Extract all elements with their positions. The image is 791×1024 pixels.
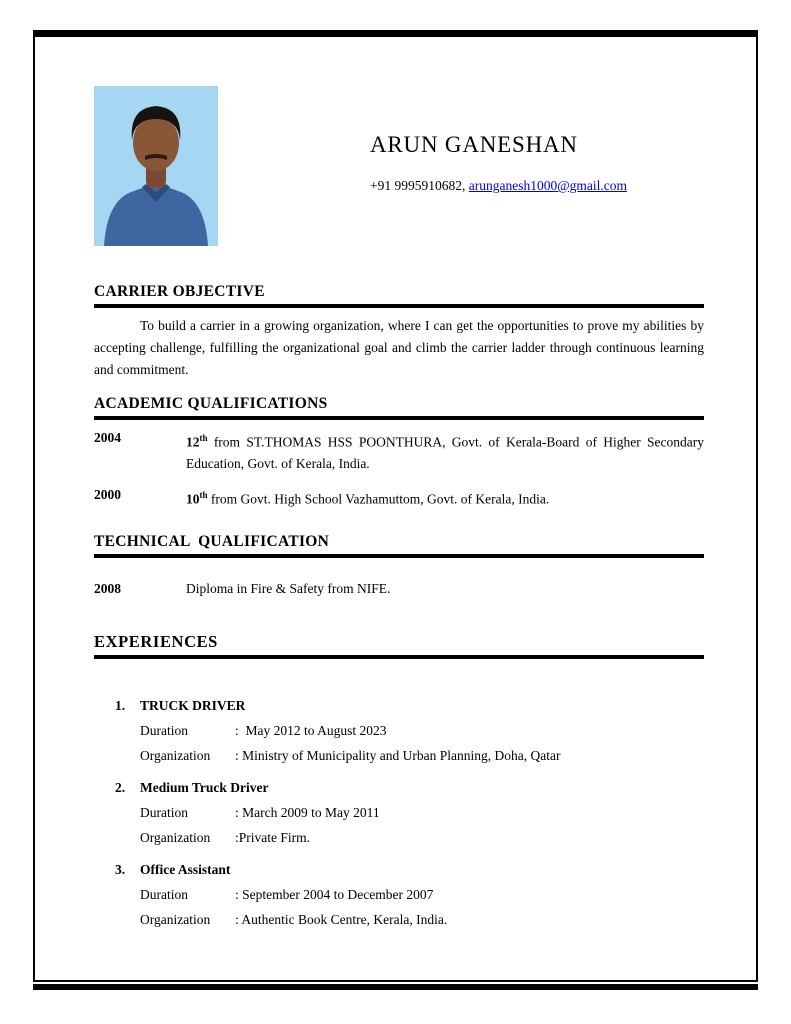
experience-title: Medium Truck Driver [140, 779, 269, 795]
experience-title: Office Assistant [140, 861, 231, 877]
section-title-objective: CARRIER OBJECTIVE [94, 283, 704, 308]
organization-label: Organization [140, 747, 211, 763]
experience-item [115, 859, 704, 931]
section-title-experiences: EXPERIENCES [94, 632, 704, 659]
grade-number: 10 [186, 491, 200, 507]
duration-value: : September 2004 to December 2007 [235, 886, 434, 902]
technical-row [94, 578, 704, 600]
organization-value: : Authentic Book Centre, Kerala, India. [235, 911, 448, 927]
contact-line [370, 178, 627, 194]
experience-title-row [115, 777, 704, 799]
experience-organization-row [140, 827, 704, 849]
header-text-block [370, 86, 627, 194]
experience-duration-row [140, 802, 704, 824]
academic-row [94, 427, 704, 476]
experience-list [115, 695, 704, 931]
academic-year: 2004 [94, 429, 121, 445]
experience-number: 2. [115, 779, 126, 795]
duration-value: : May 2012 to August 2023 [235, 722, 387, 738]
organization-label: Organization [140, 829, 211, 845]
academic-row [94, 484, 704, 511]
duration-label: Duration [140, 722, 188, 738]
section-title-academic: ACADEMIC QUALIFICATIONS [94, 395, 704, 420]
academic-detail [186, 427, 704, 476]
organization-label: Organization [140, 911, 211, 927]
organization-value: :Private Firm. [235, 829, 310, 845]
grade-number: 12 [186, 434, 200, 449]
phone-number: +91 9995910682, [370, 178, 466, 193]
duration-label: Duration [140, 804, 188, 820]
experience-number: 3. [115, 861, 126, 877]
person-silhouette-icon [94, 86, 218, 246]
experience-item [115, 777, 704, 849]
experience-item [115, 695, 704, 767]
section-title-technical: TECHNICAL QUALIFICATION [94, 533, 704, 558]
academic-detail [186, 484, 704, 511]
experience-organization-row [140, 745, 704, 767]
academic-text: from Govt. High School Vazhamuttom, Govt. of Kerala, India. [210, 491, 550, 507]
academic-year: 2000 [94, 487, 121, 502]
experience-duration-row [140, 720, 704, 742]
email-link[interactable]: arunganesh1000@gmail.com [468, 178, 628, 193]
resume-header [94, 86, 704, 246]
technical-text: Diploma in Fire & Safety from NIFE. [186, 580, 391, 596]
experience-title-row [115, 859, 704, 881]
objective-paragraph: To build a carrier in a growing organization, where I can get the opportunities to prove my abilities by accepting challenge, fulfilling the organizational goal and climb the carrier ladder through continuous learning and commitment. [94, 318, 704, 377]
grade-ordinal: th [199, 432, 208, 443]
grade-ordinal: th [199, 490, 208, 500]
experience-organization-row [140, 909, 704, 931]
experience-title: TRUCK DRIVER [140, 697, 246, 713]
portrait-photo [94, 86, 218, 246]
technical-year: 2008 [94, 580, 121, 596]
experience-number: 1. [115, 697, 126, 713]
resume-content [94, 86, 704, 931]
experience-duration-row [140, 884, 704, 906]
candidate-name: ARUN GANESHAN [370, 132, 578, 157]
academic-text: from ST.THOMAS HSS POONTHURA, Govt. of Kerala-Board of Higher Secondary Education, Govt. of Kerala, India. [186, 434, 705, 471]
duration-value: : March 2009 to May 2011 [235, 804, 380, 820]
experience-title-row [115, 695, 704, 717]
duration-label: Duration [140, 886, 188, 902]
organization-value: : Ministry of Municipality and Urban Planning, Doha, Qatar [235, 747, 561, 763]
